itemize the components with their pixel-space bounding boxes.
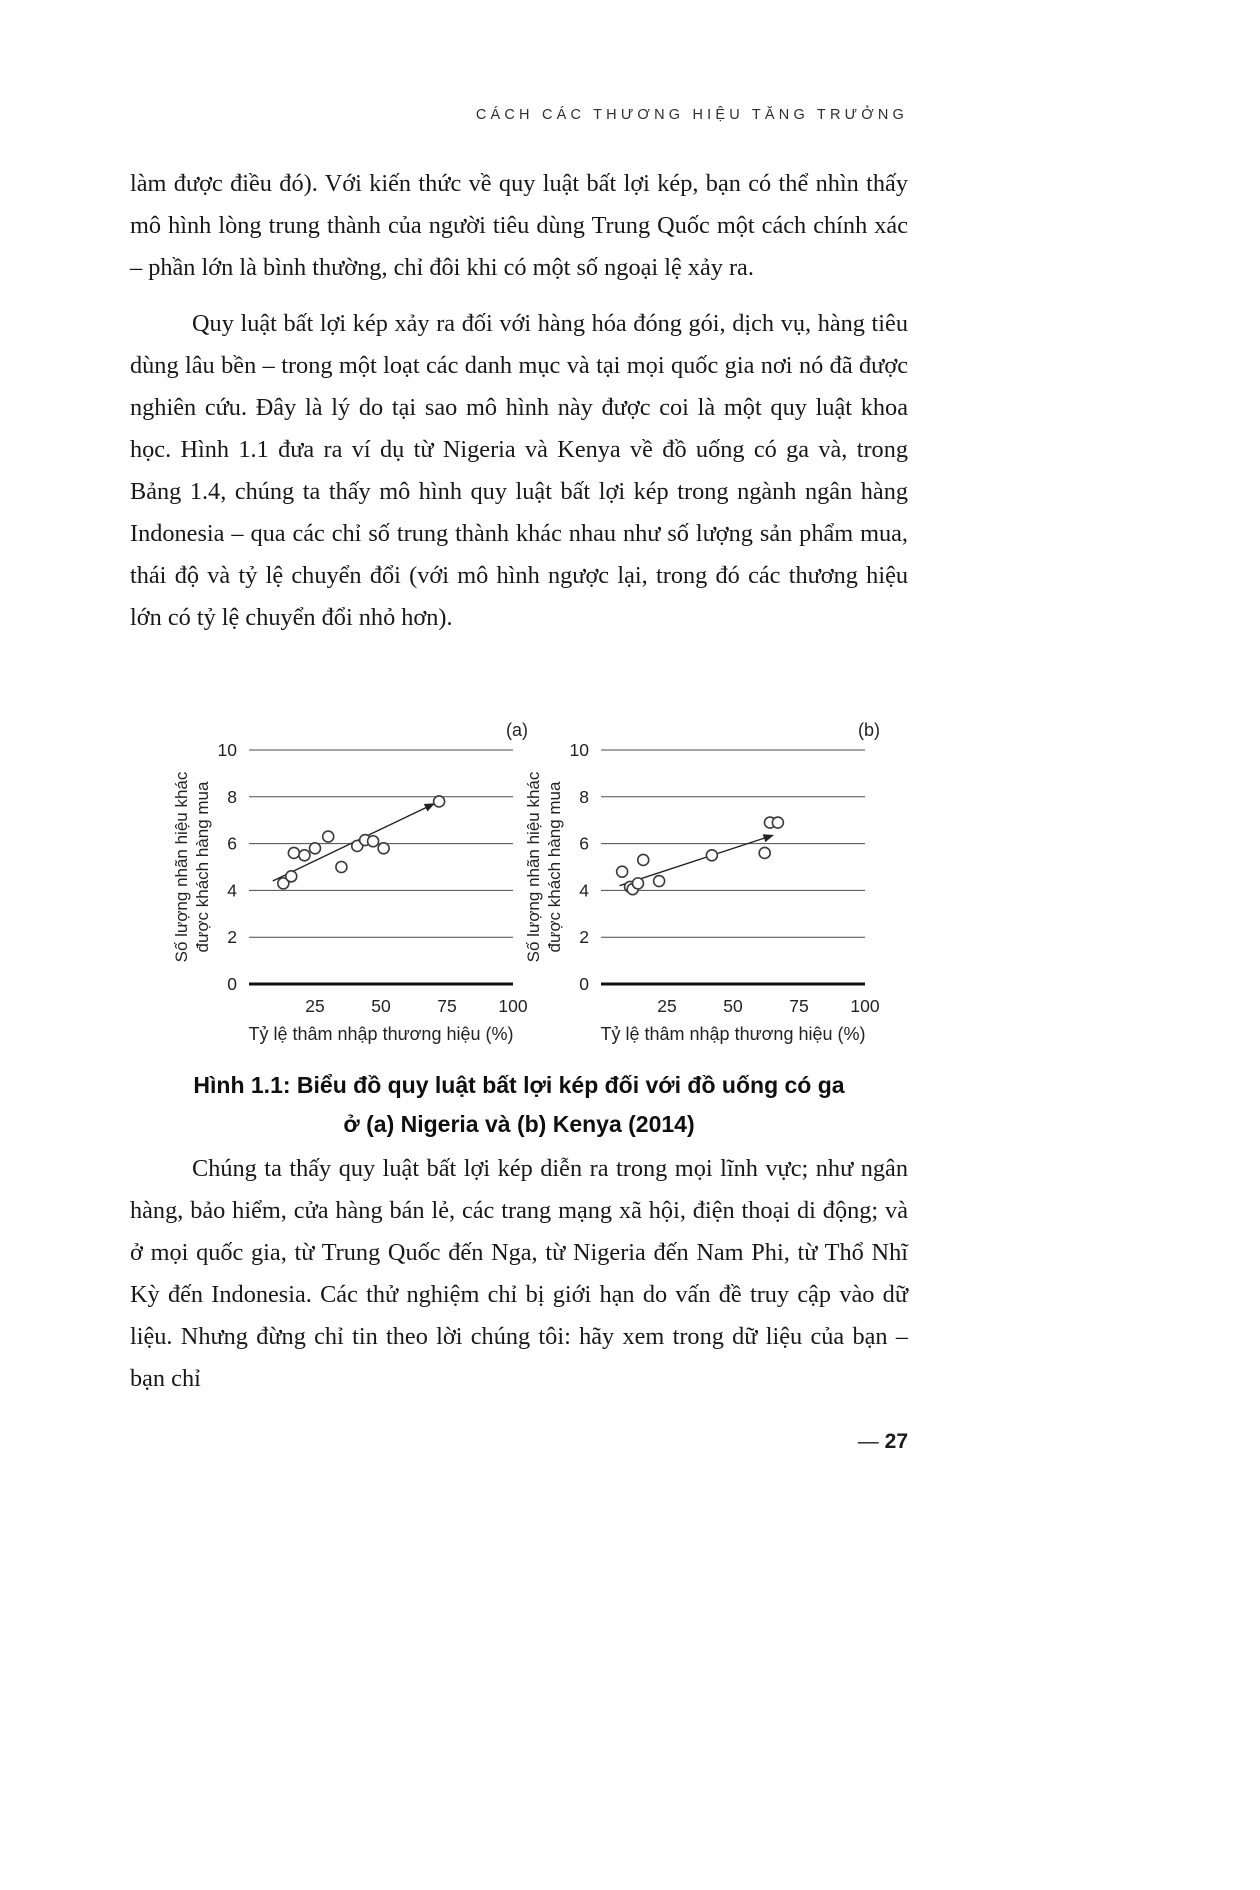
- scatter-chart-kenya: [519, 712, 880, 1052]
- svg-text:được khách hàng mua: được khách hàng mua: [193, 781, 212, 953]
- svg-text:2: 2: [227, 927, 237, 948]
- svg-text:10: 10: [217, 740, 237, 760]
- svg-text:Số lượng nhãn hiệu khác: Số lượng nhãn hiệu khác: [524, 771, 543, 963]
- paragraph-3: Chúng ta thấy quy luật bất lợi kép diễn ra trong mọi lĩnh vực; như ngân hàng, bảo hiểm, cửa hàng bán lẻ, các trang mạng xã hội, điện thoại di động; và ở mọi quốc gia, từ Trung Quốc đến Nga, từ Nigeria đến Nam Phi, từ Thổ Nhĩ Kỳ đến Indonesia. Các thử nghiệm chỉ bị giới hạn do vấn đề truy cập vào dữ liệu. Nhưng đừng chỉ tin theo lời chúng tôi: hãy xem trong dữ liệu của bạn – bạn chỉ: [130, 1155, 908, 1392]
- svg-text:25: 25: [305, 996, 325, 1016]
- scatter-chart-nigeria: [167, 712, 528, 1052]
- svg-text:0: 0: [227, 974, 237, 994]
- svg-text:25: 25: [657, 996, 677, 1016]
- svg-text:75: 75: [437, 996, 457, 1016]
- chart-svg: [519, 712, 880, 1052]
- svg-text:4: 4: [227, 880, 237, 901]
- svg-text:75: 75: [789, 996, 809, 1016]
- svg-text:Số lượng nhãn hiệu khác: Số lượng nhãn hiệu khác: [172, 771, 191, 963]
- svg-text:Tỷ lệ thâm nhập thương hiệu (%: Tỷ lệ thâm nhập thương hiệu (%): [600, 1024, 866, 1044]
- page-number: [130, 1430, 908, 1454]
- svg-text:được khách hàng mua: được khách hàng mua: [545, 781, 564, 953]
- body-text-bottom: [130, 1148, 908, 1414]
- svg-text:100: 100: [850, 996, 880, 1016]
- page-number-value: 27: [884, 1430, 908, 1453]
- svg-text:Tỷ lệ thâm nhập thương hiệu (%: Tỷ lệ thâm nhập thương hiệu (%): [248, 1024, 514, 1044]
- svg-text:50: 50: [723, 996, 743, 1016]
- svg-text:100: 100: [498, 996, 528, 1016]
- svg-text:6: 6: [579, 833, 589, 854]
- svg-text:4: 4: [579, 880, 589, 901]
- chart-svg: [167, 712, 528, 1052]
- figure-caption: [130, 1066, 908, 1144]
- svg-text:6: 6: [227, 833, 237, 854]
- running-header: CÁCH CÁC THƯƠNG HIỆU TĂNG TRƯỞNG: [475, 107, 908, 123]
- caption-line-2: ở (a) Nigeria và (b) Kenya (2014): [343, 1111, 695, 1137]
- body-text-top: [130, 163, 908, 653]
- svg-text:(a): (a): [506, 720, 528, 740]
- svg-text:50: 50: [371, 996, 391, 1016]
- svg-text:8: 8: [227, 786, 237, 807]
- svg-text:2: 2: [579, 927, 589, 948]
- svg-text:10: 10: [569, 740, 589, 760]
- caption-line-1: Hình 1.1: Biểu đồ quy luật bất lợi kép đối với đồ uống có ga: [193, 1072, 845, 1098]
- svg-text:(b): (b): [858, 720, 880, 740]
- paragraph-2: Quy luật bất lợi kép xảy ra đối với hàng hóa đóng gói, dịch vụ, hàng tiêu dùng lâu bền – trong một loạt các danh mục và tại mọi quốc gia nơi nó đã được nghiên cứu. Đây là lý do tại sao mô hình này được coi là một quy luật khoa học. Hình 1.1 đưa ra ví dụ từ Nigeria và Kenya về đồ uống có ga và, trong Bảng 1.4, chúng ta thấy mô hình quy luật bất lợi kép trong ngành ngân hàng Indonesia – qua các chỉ số trung thành khác nhau như số lượng sản phẩm mua, thái độ và tỷ lệ chuyển đổi (với mô hình ngược lại, trong đó các thương hiệu lớn có tỷ lệ chuyển đổi nhỏ hơn).: [130, 310, 908, 631]
- paragraph-1: làm được điều đó). Với kiến thức về quy luật bất lợi kép, bạn có thể nhìn thấy mô hình lòng trung thành của người tiêu dùng Trung Quốc một cách chính xác – phần lớn là bình thường, chỉ đôi khi có một số ngoại lệ xảy ra.: [130, 170, 908, 281]
- page-number-dash: —: [857, 1430, 879, 1453]
- svg-text:0: 0: [579, 974, 589, 994]
- figure-1-1: [130, 712, 908, 1052]
- svg-text:8: 8: [579, 786, 589, 807]
